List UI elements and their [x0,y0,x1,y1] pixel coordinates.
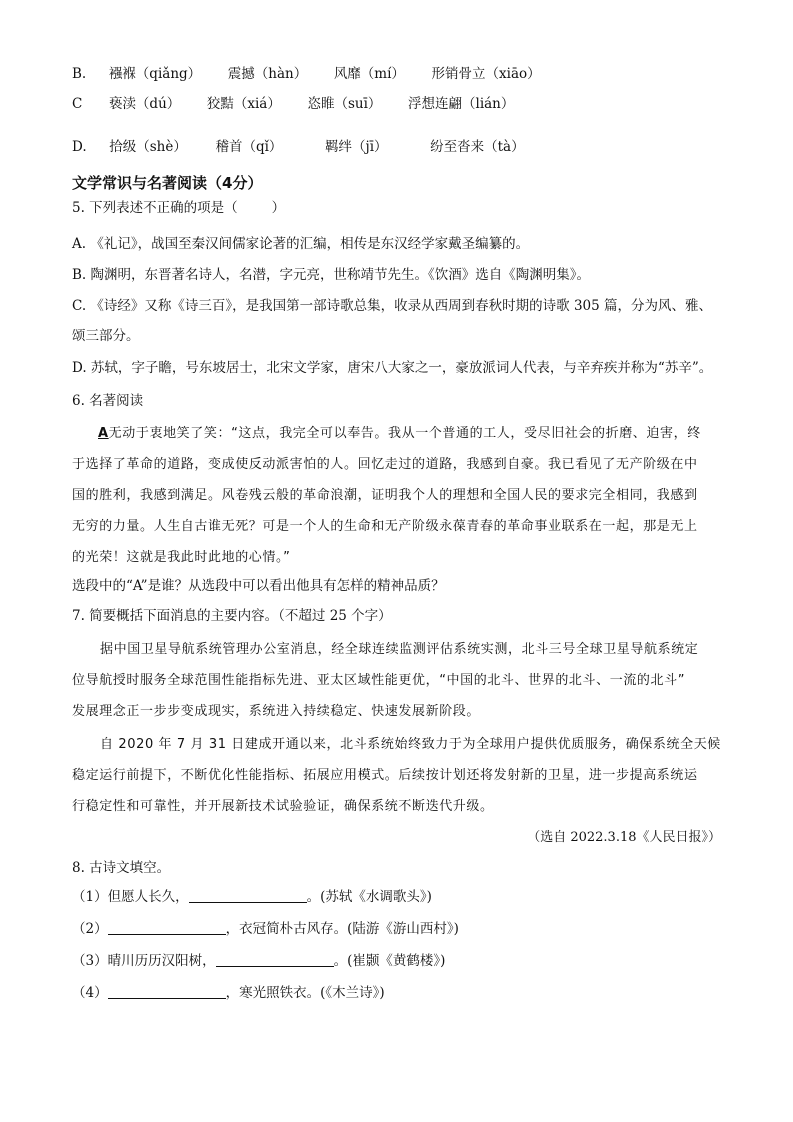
q7-para1-line3: 发展理念正一步步变成现实，系统进入持续稳定、快速发展新阶段。 [72,704,481,719]
q6-passage-a: A [98,426,109,441]
q5-option-c-line1: C. 《诗经》又称《诗三百》，是我国第一部诗歌总集，收录从西周到春秋时期的诗歌 305 篇，分为风、雅、 [72,298,713,314]
option-b-word-2: 震撼（hàn） [227,66,308,82]
q8-item-3 [72,951,445,971]
option-c-word-3: 恣睢（suī） [307,96,382,112]
q8-item-1 [72,887,432,907]
q5-stem [72,198,285,218]
option-b-word-1: 襁褓（qiǎng） [108,66,202,82]
q8-blank-3[interactable] [216,952,334,967]
q7-para1-line1: 据中国卫星导航系统管理办公室消息，经全球连续监测评估系统实测，北斗三号全球卫星导航系统定 [100,642,699,657]
option-b-label: B. [72,66,87,82]
q7-para2-line1: 自 2020 年 7 月 31 日建成开通以来，北斗系统始终致力于为全球用户提供优质服务，确保系统全天候 [100,737,721,752]
q6-passage-line3: 国的胜利，我感到满足。风卷残云般的革命浪潮，证明我个人的理想和全国人民的要求完全相同，我感到 [72,488,698,503]
q5-stem-end: ） [271,200,286,216]
q7-para1-line2: 位导航授时服务全球范围性能指标先进、亚太区域性能更优，“中国的北斗、世界的北斗、一流的北斗” [72,673,686,688]
section-title: 文学常识与名著阅读（4分） [72,174,263,192]
option-d-word-2: 稽首（qǐ） [215,139,283,155]
option-d-word-4: 纷至沓来（tà） [430,139,525,155]
q8-item-1-post: 。(苏轼《水调歌头》) [306,889,432,905]
q8-item-3-pre: （3）晴川历历汉阳树， [72,953,216,969]
q7-para2-line3: 行稳定性和可靠性，并开展新技术试验验证，确保系统不断迭代升级。 [72,799,494,814]
option-b-word-3: 风靡（mí） [333,66,405,82]
q8-item-3-post: 。(崔颢《黄鹤楼》) [333,953,446,969]
option-d-word-3: 羁绊（jī） [325,139,388,155]
option-d-row [72,137,525,157]
option-c-word-4: 浮想连翩（lián） [408,96,515,112]
q6-passage-line2: 于选择了革命的道路，变成使反动派害怕的人。回忆走过的道路，我感到自豪。我已看见了无产阶级在中 [72,457,698,472]
option-d-label: D. [72,139,87,155]
q8-item-4-pre: （4） [72,985,108,1001]
q6-passage-line1 [98,422,701,441]
option-b-row [72,64,541,84]
q8-item-1-pre: （1）但愿人长久， [72,889,189,905]
option-d-word-1: 拾级（shè） [109,139,187,155]
option-c-row [72,94,514,114]
q6-passage-line5: 的光荣！这就是我此时此地的心情。” [72,550,291,565]
q8-item-4 [72,983,385,1003]
option-c-label: C [72,96,83,112]
q8-item-2-pre: （2） [72,921,108,937]
q8-blank-2[interactable] [108,920,226,935]
q8-title: 8. 古诗文填空。 [72,860,171,876]
q6-title: 6. 名著阅读 [72,393,144,409]
q7-para2-line2: 稳定运行前提下，不断优化性能指标、拓展应用模式。后续按计划还将发射新的卫星，进一步提高系统运 [72,768,698,783]
q8-blank-1[interactable] [189,888,307,903]
q5-option-a: A. 《礼记》，战国至秦汉间儒家论著的汇编，相传是东汉经学家戴圣编纂的。 [72,236,530,252]
q6-passage-line4: 无穷的力量。人生自古谁无死？可是一个人的生命和无产阶级永葆青春的革命事业联系在一起，那是无上 [72,519,698,534]
q5-option-c-line2: 颂三部分。 [72,328,140,344]
q8-item-2 [72,919,459,939]
q8-item-4-post: ，寒光照铁衣。(《木兰诗》) [225,985,385,1001]
q6-question: 选段中的“A”是谁？从选段中可以看出他具有怎样的精神品质？ [72,578,445,594]
q5-option-d: D. 苏轼，字子瞻，号东坡居士，北宋文学家，唐宋八大家之一，豪放派词人代表，与辛弃疾并称为“苏辛”。 [72,360,713,376]
q8-blank-4[interactable] [108,984,226,999]
option-c-word-2: 狡黠（xiá） [206,96,281,112]
q7-title: 7. 简要概括下面消息的主要内容。（不超过 25 个字） [72,608,392,624]
q8-item-2-post: ，衣冠简朴古风存。(陆游《游山西村》) [225,921,459,937]
option-c-word-1: 亵渎（dú） [108,96,181,112]
q6-passage-line1-text: 无动于衷地笑了笑：“这点，我完全可以奉告。我从一个普通的工人，受尽旧社会的折磨、迫害，终 [108,426,701,441]
q7-source: （选自 2022.3.18《人民日报》） [527,830,721,845]
q5-stem-text: 5. 下列表述不正确的项是（ [72,200,238,216]
option-b-word-4: 形销骨立（xiāo） [431,66,541,82]
q5-option-b: B. 陶渊明，东晋著名诗人，名潜，字元亮，世称靖节先生。《饮酒》选自《陶渊明集》。 [72,267,591,283]
